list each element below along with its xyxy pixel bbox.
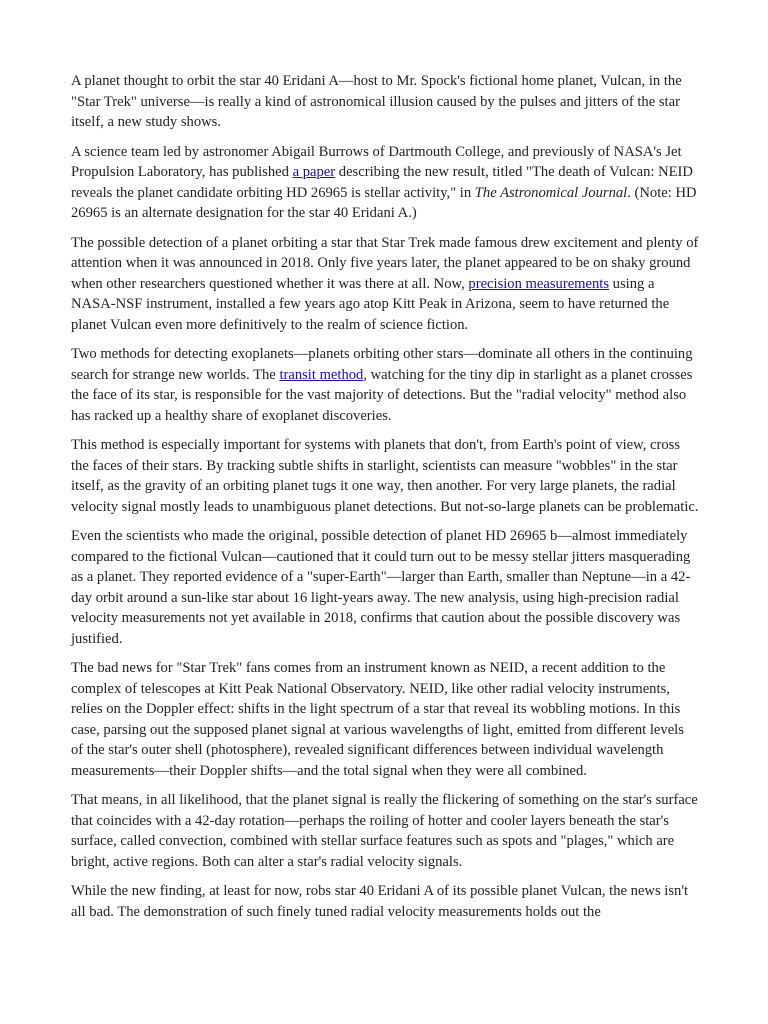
paragraph-3 — [71, 233, 699, 336]
paragraph-2-text-b: describing the new result, titled "The death of Vulcan: NEID reveals the planet candidate orbiting HD 26965 is stellar activity," in — [71, 164, 693, 201]
paragraph-2-text-c: . (Note: HD 26965 is an alternate designation for the star 40 Eridani A.) — [71, 184, 697, 221]
paragraph-4 — [71, 344, 699, 426]
paragraph-3-text-b: using a NASA-NSF instrument, installed a few years ago atop Kitt Peak in Arizona, seem to have returned the planet Vulcan even more definitively to the realm of science fiction. — [71, 275, 670, 333]
precision-measurements-link[interactable]: precision measurements — [468, 275, 610, 292]
journal-title: The Astronomical Journal — [474, 184, 628, 201]
paragraph-5: This method is especially important for systems with planets that don't, from Earth's point of view, cross the faces of their stars. By tracking subtle shifts in starlight, scientists can measure "wobbles" in the star itself, as the gravity of an orbiting planet tugs it one way, then another. For very large planets, the radial velocity signal mostly leads to unambiguous planet detections. But not-so-large planets can be problematic. — [71, 437, 699, 515]
transit-method-link[interactable]: transit method — [279, 366, 364, 383]
paragraph-3-text-a: The possible detection of a planet orbiting a star that Star Trek made famous drew excitement and plenty of attention when it was announced in 2018. Only five years later, the planet appeared to be on shaky ground when other researchers questioned whether it was there at all. Now, — [71, 234, 699, 292]
paragraph-7: The bad news for "Star Trek" fans comes from an instrument known as NEID, a recent addition to the complex of telescopes at Kitt Peak National Observatory. NEID, like other radial velocity instruments, relies on the Doppler effect: shifts in the light spectrum of a star that reveal its wobbling motions. In this case, parsing out the supposed planet signal at various wavelengths of light, emitted from different levels of the star's outer shell (photosphere), revealed significant differences between individual wavelength measurements—their Doppler shifts—and the total signal when they were all combined. — [71, 660, 684, 779]
article-body — [71, 71, 699, 931]
paragraph-2 — [71, 142, 699, 224]
paragraph-2-text-a: A science team led by astronomer Abigail Burrows of Dartmouth College, and previously of NASA's Jet Propulsion Laboratory, has published — [71, 143, 682, 180]
paragraph-1: A planet thought to orbit the star 40 Eridani A—host to Mr. Spock's fictional home planet, Vulcan, in the "Star Trek" universe—is really a kind of astronomical illusion caused by the pulses and jitters of the star itself, a new study shows. — [71, 73, 682, 130]
paragraph-9: While the new finding, at least for now, robs star 40 Eridani A of its possible planet Vulcan, the news isn't all bad. The demonstration of such finely tuned radial velocity measurements holds out the — [71, 883, 689, 920]
paragraph-4-text-b: , watching for the tiny dip in starlight as a planet crosses the face of its star, is responsible for the vast majority of detections. But the "radial velocity" method also has racked up a healthy share of exoplanet discoveries. — [71, 366, 693, 424]
paragraph-4-text-a: Two methods for detecting exoplanets—planets orbiting other stars—dominate all others in the continuing search for strange new worlds. The — [71, 346, 693, 383]
paragraph-8: That means, in all likelihood, that the planet signal is really the flickering of something on the star's surface that coincides with a 42-day rotation—perhaps the roiling of hotter and cooler layers beneath the star's surface, called convection, combined with stellar surface features such as spots and "plages," which are bright, active regions. Both can alter a star's radial velocity signals. — [71, 792, 698, 870]
paragraph-6: Even the scientists who made the original, possible detection of planet HD 26965 b—almost immediately compared to the fictional Vulcan—cautioned that it could turn out to be messy stellar jitters masquerading as a planet. They reported evidence of a "super-Earth"—larger than Earth, smaller than Neptune—in a 42-day orbit around a sun-like star about 16 light-years away. The new analysis, using high-precision radial velocity measurements not yet available in 2018, confirms that caution about the possible discovery was justified. — [71, 528, 691, 647]
paper-link[interactable]: a paper — [292, 164, 336, 180]
